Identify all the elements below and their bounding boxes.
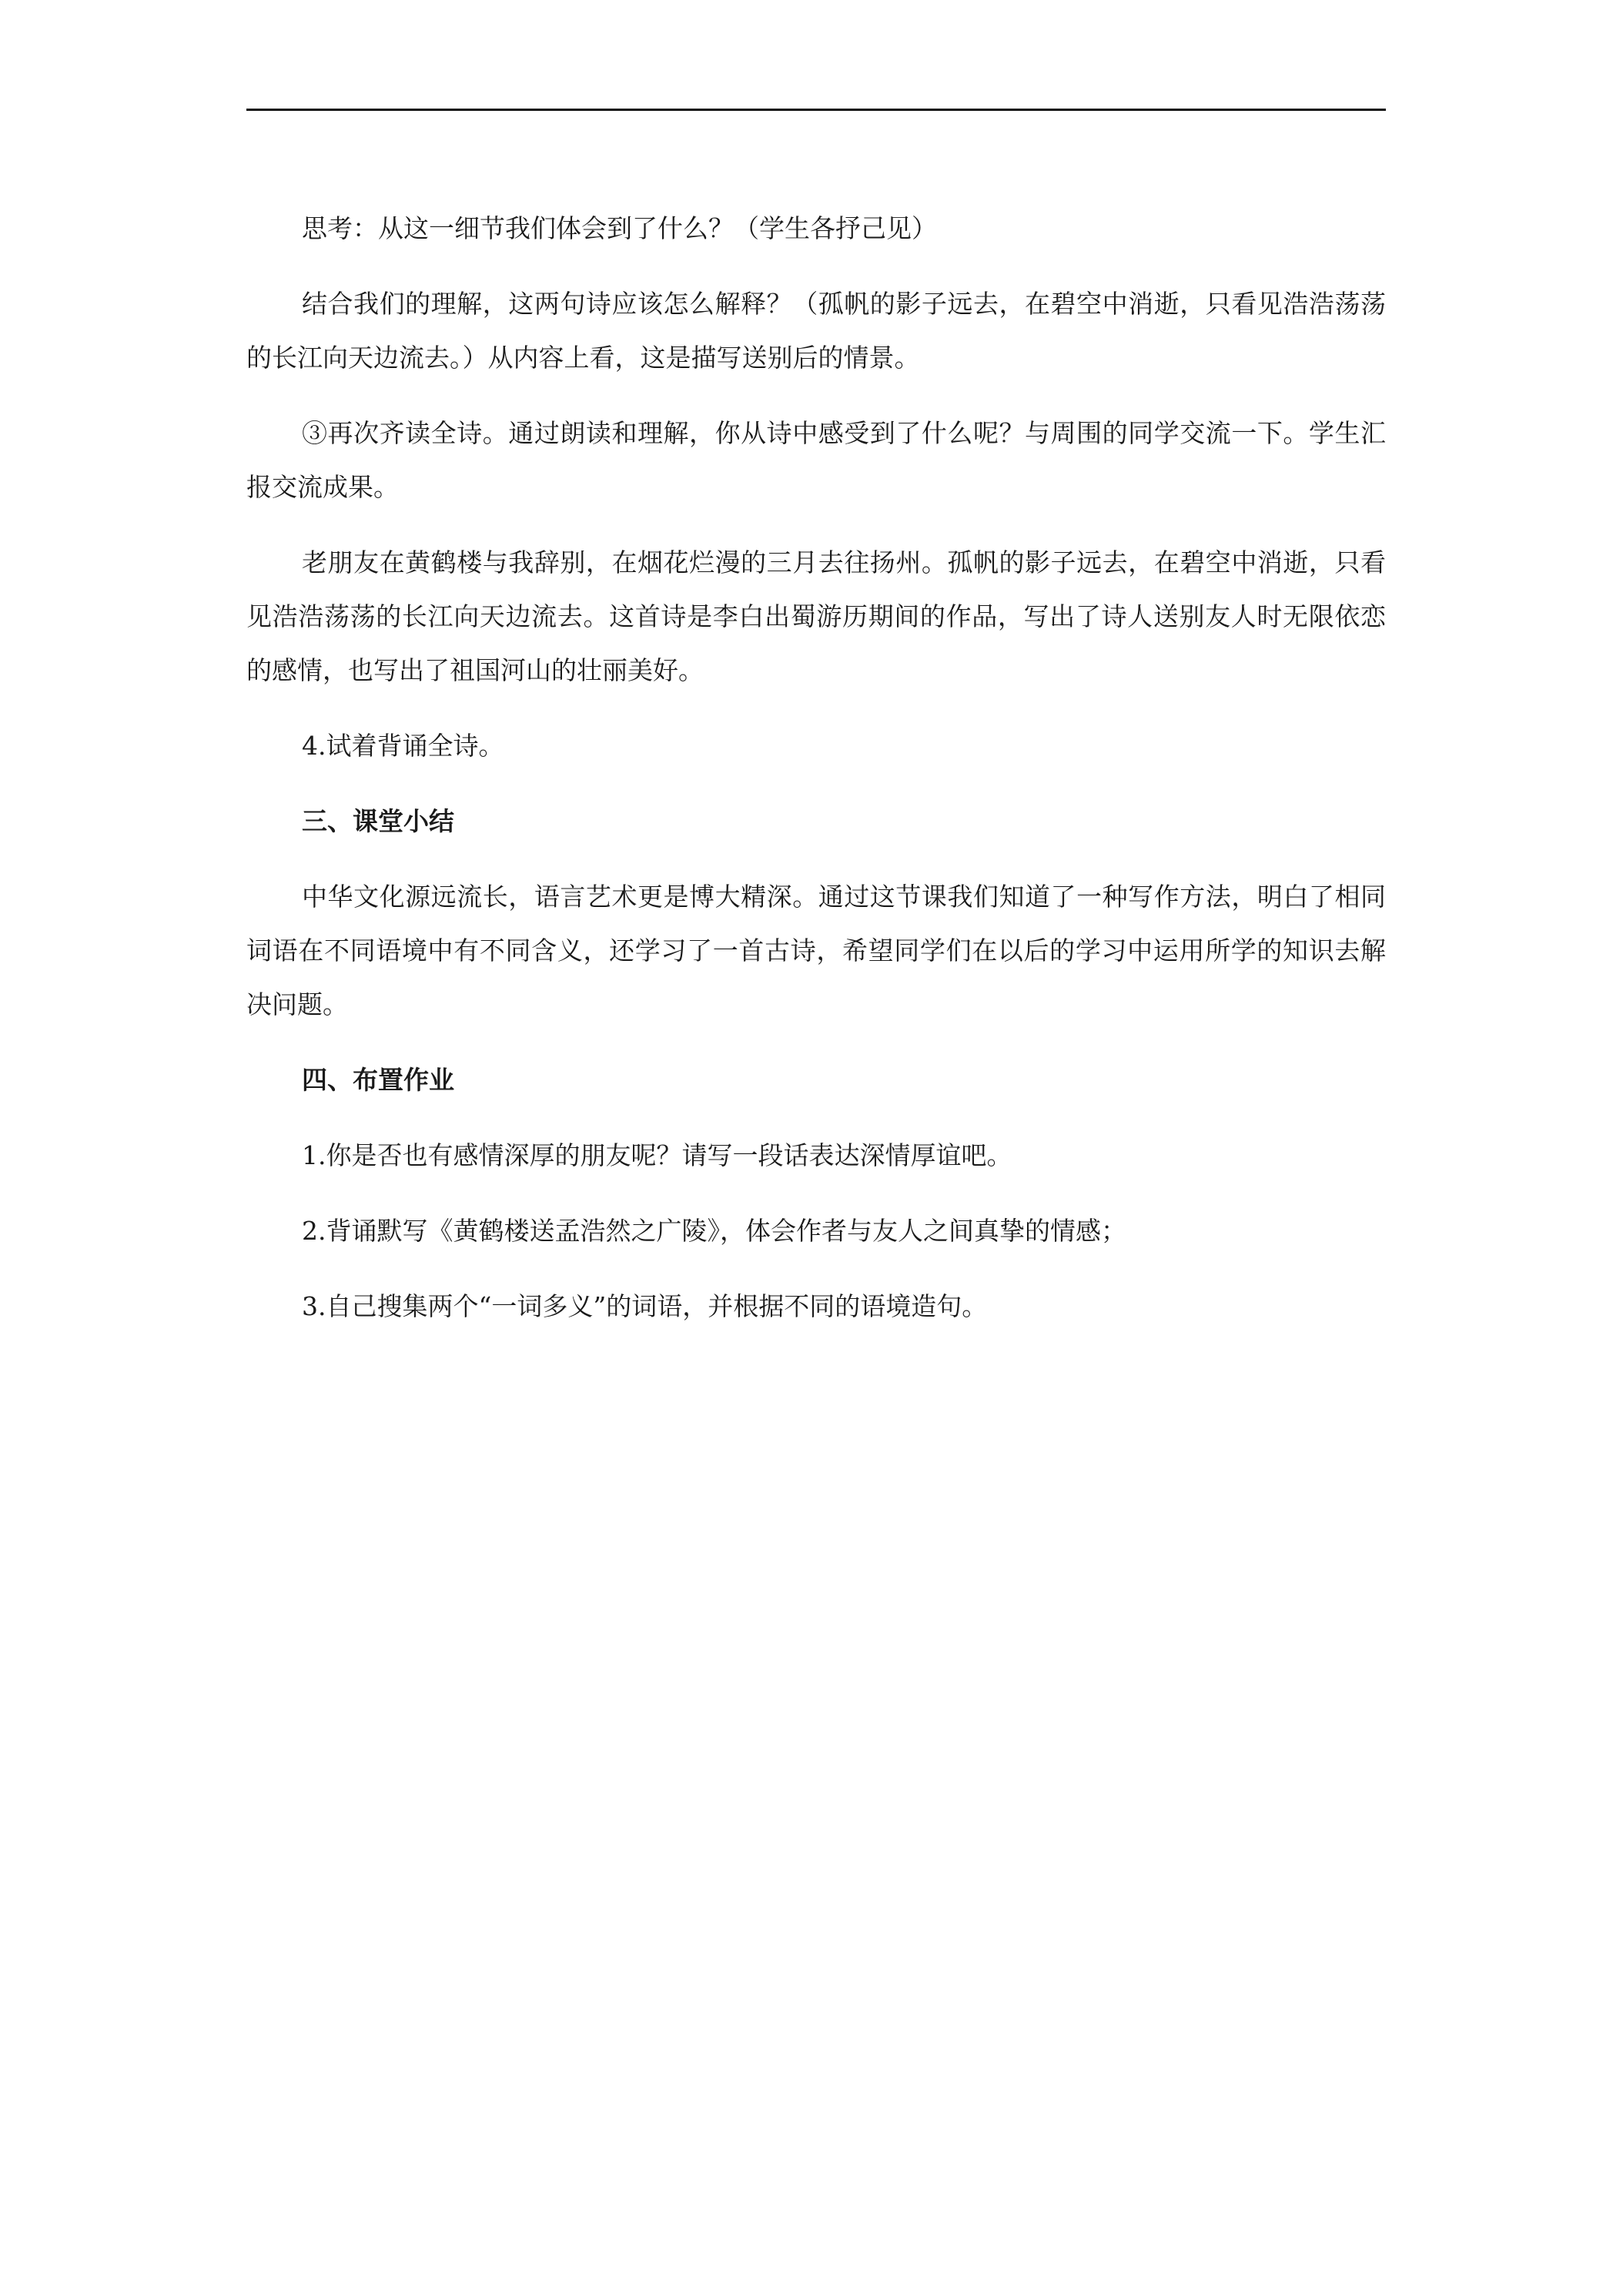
paragraph-thinking: 思考：从这一细节我们体会到了什么？（学生各抒己见） [302,213,937,243]
document-body [246,202,1386,1355]
paragraph-summary: 中华文化源远流长，语言艺术更是博大精深。通过这节课我们知道了一种写作方法，明白了相同词语在不同语境中有不同含义，还学习了一首古诗，希望同学们在以后的学习中运用所学的知识去解决问题。 [246,882,1386,1019]
paragraph-interpretation: 结合我们的理解，这两句诗应该怎么解释？（孤帆的影子远去，在碧空中消逝，只看见浩浩荡荡的长江向天边流去。）从内容上看，这是描写送别后的情景。 [246,289,1386,373]
paragraph-poem-meaning: 老朋友在黄鹤楼与我辞别，在烟花烂漫的三月去往扬州。孤帆的影子远去，在碧空中消逝，只看见浩浩荡荡的长江向天边流去。这首诗是李白出蜀游历期间的作品，写出了诗人送别友人时无限依恋的感情，也写出了祖国河山的壮丽美好。 [246,547,1386,685]
paragraph-reread: ③再次齐读全诗。通过朗读和理解，你从诗中感受到了什么呢？与周围的同学交流一下。学生汇报交流成果。 [246,418,1386,502]
paragraph-recite: 4.试着背诵全诗。 [302,731,504,761]
section-heading-homework: 四、布置作业 [302,1065,454,1095]
homework-item-3: 3.自己搜集两个“一词多义”的词语，并根据不同的语境造句。 [302,1291,988,1321]
section-heading-summary: 三、课堂小结 [302,806,454,836]
homework-item-1: 1.你是否也有感情深厚的朋友呢？请写一段话表达深情厚谊吧。 [302,1140,1012,1170]
homework-item-2: 2.背诵默写《黄鹤楼送孟浩然之广陵》，体会作者与友人之间真挚的情感； [302,1216,1126,1246]
header-rule [246,109,1386,111]
